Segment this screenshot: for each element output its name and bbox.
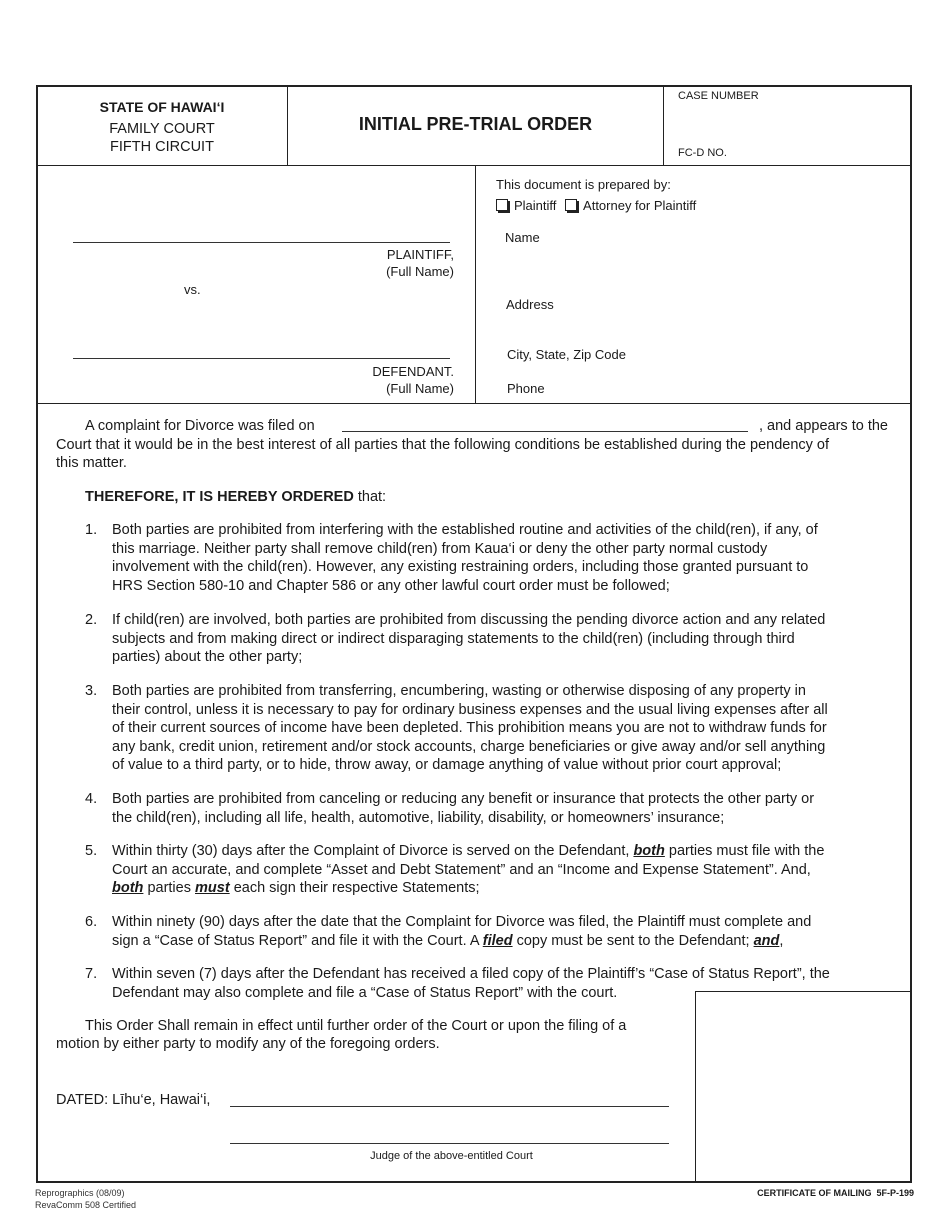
item-5-emph-both-2: both xyxy=(112,880,144,896)
phone-field-label: Phone xyxy=(507,381,545,396)
city-field-label: City, State, Zip Code xyxy=(507,347,626,362)
preparer-options xyxy=(496,198,696,213)
judge-signature-line xyxy=(230,1143,669,1144)
intro-line-2: Court that it would be in the best interest of all parties that the following conditions be established during the pendency of xyxy=(56,437,830,453)
item-1-number: 1. xyxy=(85,522,98,538)
closing-line-2: motion by either party to modify any of the foregoing orders. xyxy=(56,1036,440,1052)
item-2-line: If child(ren) are involved, both parties are prohibited from discussing the pending divorce action and any related xyxy=(112,612,826,628)
attorney-checkbox[interactable] xyxy=(565,199,577,211)
item-3-line: Both parties are prohibited from transferring, encumbering, wasting or otherwise disposing of any property in xyxy=(112,683,806,699)
parties-divider xyxy=(475,166,476,404)
plaintiff-option-label: Plaintiff xyxy=(514,198,557,213)
plaintiff-label: PLAINTIFF, xyxy=(386,247,454,262)
item-7-line: Within seven (7) days after the Defendant has received a filed copy of the Plaintiff’s “Case of Status Report”, the xyxy=(112,966,830,982)
intro-line-1b: , and appears to the xyxy=(759,418,888,434)
item-6-line xyxy=(112,932,898,951)
form-number: 5F-P-199 xyxy=(876,1188,914,1198)
defendant-name-line xyxy=(73,358,450,359)
item-4-number: 4. xyxy=(85,791,98,807)
item-4-line: the child(ren), including all life, health, automotive, liability, disability, or homeowners’ insurance; xyxy=(112,809,725,826)
plaintiff-name-line xyxy=(73,242,450,243)
item-4-text xyxy=(112,790,898,827)
item-5-line xyxy=(112,842,898,861)
prepared-by-label: This document is prepared by: xyxy=(496,177,671,192)
item-6-text xyxy=(112,913,898,950)
intro-line-3: this matter. xyxy=(56,455,127,471)
item-3-number: 3. xyxy=(85,683,98,699)
intro-line-1a: A complaint for Divorce was filed on xyxy=(85,418,315,434)
item-5-text-a: Within thirty (30) days after the Complaint of Divorce is served on the Defendant, xyxy=(112,843,630,859)
header-col-divider-2 xyxy=(663,86,664,166)
item-3-line: of value to a third party, or to hide, throw away, or damage anything of value without prior court approval; xyxy=(112,757,782,773)
plaintiff-checkbox[interactable] xyxy=(496,199,508,211)
ordered-bold: THEREFORE, IT IS HEREBY ORDERED xyxy=(85,489,354,505)
item-6-text-b: copy must be sent to the Defendant; xyxy=(516,932,750,949)
parties-bottom-divider xyxy=(37,403,912,404)
certificate-box xyxy=(695,991,911,1183)
item-3-line: their control, unless it is necessary to pay for ordinary business expenses and the usual living expenses after all xyxy=(112,701,828,718)
item-1-line: this marriage. Neither party shall remove child(ren) from Kaua‘i or deny the other party normal custody xyxy=(112,540,768,557)
item-2-number: 2. xyxy=(85,612,98,628)
item-5-line: Court an accurate, and complete “Asset and Debt Statement” and an “Income and Expense Statement”. And, xyxy=(112,861,811,878)
item-6-emph-and: and xyxy=(753,932,780,949)
item-5-text-b: parties must file with the xyxy=(668,843,825,859)
item-5-emph-must: must xyxy=(195,880,230,896)
state-label: STATE OF HAWAI‘I xyxy=(99,99,225,115)
ordered-heading xyxy=(85,488,386,507)
ordered-rest: that: xyxy=(357,489,387,505)
page-title: INITIAL PRE-TRIAL ORDER xyxy=(358,114,593,134)
filed-date-line xyxy=(342,431,748,432)
item-6-line: Within ninety (90) days after the date that the Complaint for Divorce was filed, the Plaintiff must complete and xyxy=(112,914,812,930)
item-3-line: any bank, credit union, retirement and/or stock accounts, charge beneficiaries or give away and/or sell anything xyxy=(112,738,826,755)
circuit-label: FIFTH CIRCUIT xyxy=(110,139,214,155)
item-1-line: involvement with the child(ren). However, any existing restraining orders, including those granted pursuant to xyxy=(112,559,809,575)
fcd-number-label: FC-D NO. xyxy=(678,147,727,159)
item-6-number: 6. xyxy=(85,914,98,930)
defendant-sub-label: (Full Name) xyxy=(386,381,454,396)
defendant-label: DEFENDANT. xyxy=(372,364,454,379)
vs-label: vs. xyxy=(184,282,201,297)
item-7-text xyxy=(112,965,898,1002)
address-field-label: Address xyxy=(506,297,554,312)
item-5-number: 5. xyxy=(85,843,98,859)
closing-line-1: This Order Shall remain in effect until further order of the Court or upon the filing of a xyxy=(85,1018,627,1034)
item-6-text-a: sign a “Case of Status Report” and file it with the Court. A xyxy=(112,932,479,949)
judge-label: Judge of the above-entitled Court xyxy=(370,1150,533,1162)
item-4-line: Both parties are prohibited from canceling or reducing any benefit or insurance that protects the other party or xyxy=(112,791,815,807)
certificate-of-mailing-label xyxy=(700,1188,914,1198)
item-2-line: subjects and from making direct or indirect disparaging statements to the child(ren) (including through third xyxy=(112,630,795,647)
item-5-emph-both: both xyxy=(633,843,665,859)
item-2-line: parties) about the other party; xyxy=(112,649,303,665)
repro-note: Reprographics (08/09) xyxy=(35,1188,125,1198)
case-number-label: CASE NUMBER xyxy=(678,90,759,102)
item-2-text xyxy=(112,611,898,667)
item-1-line: Both parties are prohibited from interfering with the established routine and activities of the child(ren), if any, of xyxy=(112,522,818,538)
item-5-text-mid: parties xyxy=(147,880,191,896)
item-1-text xyxy=(112,521,898,595)
plaintiff-sub-label: (Full Name) xyxy=(386,264,454,279)
item-5-line xyxy=(112,879,898,898)
court-label: FAMILY COURT xyxy=(109,121,215,137)
item-5-text xyxy=(112,842,898,898)
item-7-number: 7. xyxy=(85,966,98,982)
revacomm-note: RevaComm 508 Certified xyxy=(35,1200,137,1210)
name-field-label: Name xyxy=(505,230,540,245)
certificate-label: CERTIFICATE OF MAILING xyxy=(757,1188,872,1198)
item-7-line: Defendant may also complete and file a “Case of Status Report” with the court. xyxy=(112,984,618,1001)
attorney-option-label: Attorney for Plaintiff xyxy=(583,198,697,213)
dated-line xyxy=(230,1106,669,1107)
item-3-line: of their current sources of income have been depleted. This prohibition means you are not to withdraw funds for xyxy=(112,720,827,736)
item-6-emph-filed: filed xyxy=(482,932,513,949)
dated-label: DATED: Līhu‘e, Hawai‘i, xyxy=(56,1092,211,1108)
item-1-line: HRS Section 580-10 and Chapter 586 or any other lawful court order must be followed; xyxy=(112,577,670,594)
item-6-text-c: , xyxy=(779,932,784,949)
item-5-text-end: each sign their respective Statements; xyxy=(233,880,480,896)
item-3-text xyxy=(112,682,898,775)
